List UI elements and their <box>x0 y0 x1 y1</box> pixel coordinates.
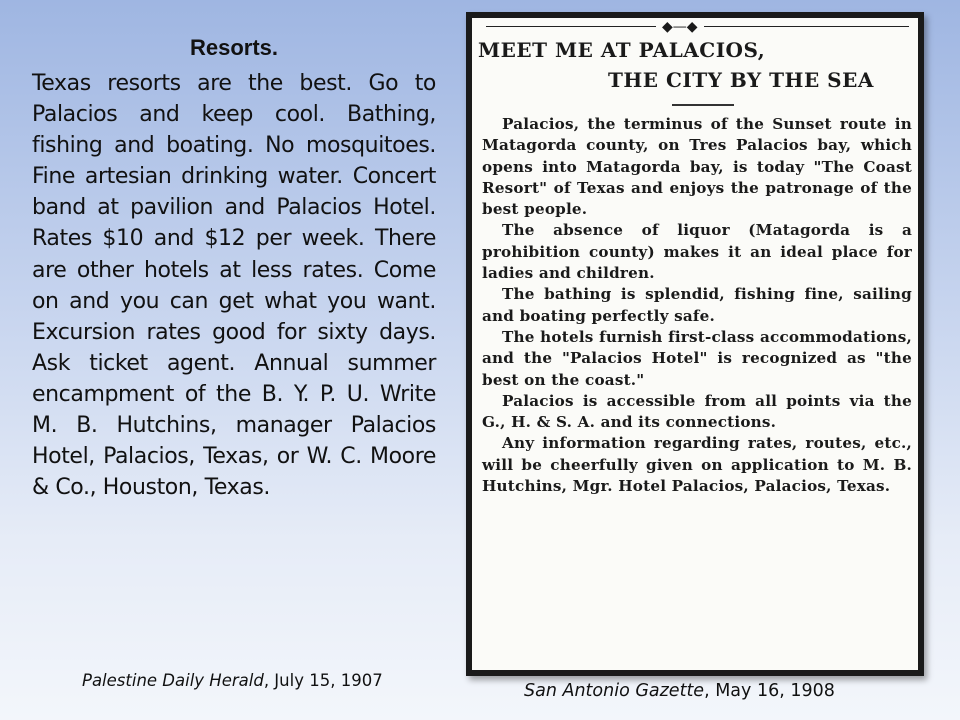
left-publication-date: , July 15, 1907 <box>263 671 383 690</box>
ornament-line-left <box>486 26 656 27</box>
left-publication-name: Palestine Daily Herald <box>82 671 264 690</box>
clipping-headline-1: MEET ME AT PALACIOS, <box>478 38 766 62</box>
left-article <box>32 34 436 503</box>
ornament-line-right <box>704 26 909 27</box>
clipping-paragraph: Palacios, the terminus of the Sunset route in Matagorda county, on Tres Palacios bay, which opens into Matagorda bay, is today "The Coast Resort" of Texas and enjoys the patronage of the best people. <box>482 115 912 219</box>
right-publication-date: , May 16, 1908 <box>704 681 835 701</box>
clipping-paragraph: The bathing is splendid, fishing fine, sailing and boating perfectly safe. <box>482 285 912 325</box>
clipping-headline-2: THE CITY BY THE SEA <box>608 68 874 92</box>
article-title: Resorts. <box>189 35 279 60</box>
article-body: Texas resorts are the best. Go to Palacios and keep cool. Bathing, fishing and boating. No mosquitoes. Fine artesian drinking water. Concert band at pavilion and Palacios Hotel. Rates $10 and $12 per week. There are other hotels at less rates. Come on and you can get what you want. Excursion rates good for sixty days. Ask ticket agent. Annual summer encampment of the B. Y. P. U. Write M. B. Hutchins, manager Palacios Hotel, Palacios, Texas, or W. C. Moore & Co., Houston, Texas. <box>32 71 436 501</box>
clipping-paragraph: Any information regarding rates, routes, etc., will be cheerfully given on application to M. B. Hutchins, Mgr. Hotel Palacios, Palacios, Texas. <box>482 434 912 496</box>
clipping-paragraph: The hotels furnish first-class accommodations, and the "Palacios Hotel" is recognized as "the best on the coast." <box>482 327 912 389</box>
headline-rule <box>672 104 734 106</box>
left-source-caption <box>82 671 383 690</box>
clipping-paragraph: Palacios is accessible from all points via the G., H. & S. A. and its connections. <box>482 391 912 432</box>
clipping-paragraph: The absence of liquor (Matagorda is a prohibition county) makes it an ideal place for ladies and children. <box>482 221 912 283</box>
right-source-caption <box>524 681 835 701</box>
right-publication-name: San Antonio Gazette <box>524 681 705 701</box>
newspaper-clipping <box>472 18 918 670</box>
ornament-icon: ◆—◆ <box>662 19 698 35</box>
clipping-article <box>482 114 912 497</box>
